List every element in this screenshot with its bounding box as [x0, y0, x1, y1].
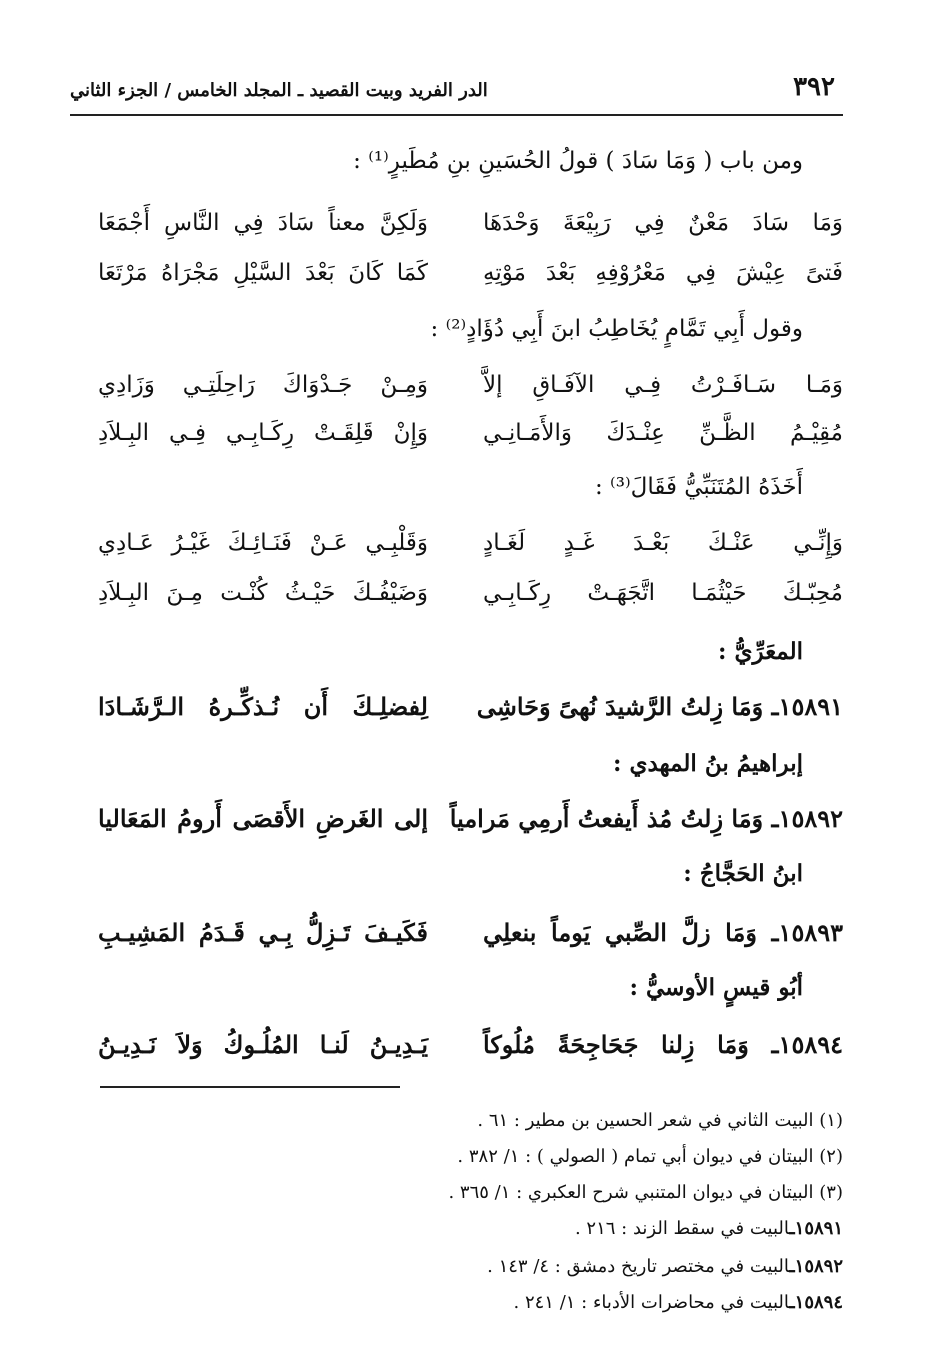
page-number: ٣٩٢: [793, 72, 835, 102]
verse-second-hemistich: وَضَيْفُـكَ حَيْـثُ كُنْـت مِـنَ البِـلاَدِ: [98, 580, 428, 606]
footnote-key: ١٥٨٩٤ـ: [789, 1292, 843, 1313]
verse-first-hemistich: مُقِيْـمُ الظَّـنِّ عِنْـدَكَ وَالأَمَـانِـي: [483, 420, 843, 446]
verse-first-hemistich: ١٥٨٩١ـ وَمَا زِلتُ الرَّشيدَ نُهىً وَحَاشِى: [476, 692, 843, 721]
footnote: (٣) البيتان في ديوان المتنبي شرح العكبري : ١/ ٣٦٥ .: [448, 1182, 843, 1203]
poet-name: أبُو قيسٍ الأوسيُّ :: [629, 974, 803, 1001]
numbered-verse: [98, 1030, 843, 1066]
footnote-key: ١٥٨٩٢ـ: [789, 1256, 843, 1277]
verse-second-hemistich: يَـدِيـنُ لَنـا المُلُـوكُ وَلاَ نَـدِيـنُ: [98, 1030, 428, 1059]
verse-second-hemistich: فَكَيـفَ تَـزِلُّ بِـي قَـدَمُ المَشِيـبِ: [98, 918, 428, 947]
verse-second-hemistich: وَإِنْ قَلِقَـتْ رِكَـابِـي فِـي البِـلاَدِ: [98, 420, 428, 446]
verse-first-hemistich: ١٥٨٩٣ـ وَمَا زلَّ الصِّبي يَوماً بنعلِي: [483, 918, 843, 947]
verse-line: [98, 372, 843, 408]
verse-line: [98, 580, 843, 616]
numbered-verse: [98, 692, 843, 728]
footnote: (١) البيت الثاني في شعر الحسين بن مطير : ٦١ .: [477, 1110, 843, 1131]
verse-second-hemistich: لِفضلِـكَ أَن نُـذكِّـرهُ الـرَّشَـادَا: [98, 692, 428, 721]
verse-number: ١٥٨٩٢ـ: [771, 804, 843, 833]
verse-line: [98, 210, 843, 246]
footnote-key: ١٥٨٩١ـ: [789, 1218, 843, 1239]
poet-name: إبراهيمُ بنُ المهدي :: [612, 750, 803, 777]
verse-first-hemistich: وَمَـا سَـافَـرْتُ فِـي الآفَـاقِ إلاَّ: [483, 372, 843, 398]
poet-name: المعَرِّيُّ :: [718, 638, 803, 665]
verse-first-hemistich: فَتىً عِيْشَ فِي مَعْرُوْفِهِ بَعْدَ مَوْتِهِ: [483, 260, 843, 286]
footnote: ١٥٨٩١ـالبيت في سقط الزند : ٢١٦ .: [574, 1218, 843, 1239]
intro-line: ومن باب ( وَمَا سَادَ ) قولُ الحُسَينِ بنِ مُطَيرٍ⁽¹⁾ :: [353, 148, 803, 174]
verse-number: ١٥٨٩٤ـ: [771, 1030, 843, 1059]
footnote-separator: [100, 1086, 400, 1088]
poet-name: ابنُ الحَجَّاجُ :: [683, 860, 803, 887]
verse-first-hemistich: وَإِنِّـي عَنْـكَ بَعْـدَ غَـدٍ لَغَـادٍ: [483, 530, 843, 556]
verse-second-hemistich: وَقَلْبِـي عَـنْ فَنَـائِـكَ غَيْـرُ عَـادِي: [98, 530, 428, 556]
verse-second-hemistich: وَلَكِنَّ معناً سَادَ فِي النَّاسِ أَجْمَعَا: [98, 210, 428, 236]
verse-number: ١٥٨٩١ـ: [771, 692, 843, 721]
verse-number: ١٥٨٩٣ـ: [771, 918, 843, 947]
verse-line: [98, 260, 843, 296]
footnote: ١٥٨٩٤ـالبيت في محاضرات الأدباء : ١/ ٢٤١ .: [513, 1292, 843, 1313]
verse-line: [98, 420, 843, 456]
verse-first-hemistich: ١٥٨٩٢ـ وَمَا زِلتُ مُذ أَيفعتُ أَرمِي مَرامياً: [449, 804, 843, 833]
numbered-verse: [98, 918, 843, 954]
footnote: ١٥٨٩٢ـالبيت في مختصر تاريخ دمشق : ٤/ ١٤٣ .: [487, 1256, 843, 1277]
page-header: [70, 68, 843, 116]
numbered-verse: [98, 804, 843, 840]
verse-first-hemistich: ١٥٨٩٤ـ وَمَا زِلنا جَحَاجِحَةً مُلُوكاً: [483, 1030, 843, 1059]
verse-first-hemistich: مُحِبّـكَ حَيْثُمَـا اتَّجَهَـتْ رِكَـابِـي: [483, 580, 843, 606]
footnote: (٢) البيتان في ديوان أبي تمام ( الصولي ) : ١/ ٣٨٢ .: [457, 1146, 843, 1167]
verse-line: [98, 530, 843, 566]
verse-first-hemistich: وَمَا سَادَ مَعْنٌ فِي رَبِيْعَةَ وَحْدَهَا: [483, 210, 843, 236]
verse-second-hemistich: كَمَا كَانَ بَعْدَ السَّيْلِ مَجْرَاهُ مَرْتَعَا: [98, 260, 428, 286]
running-title: الدر الفريد وبيت القصيد ـ المجلد الخامس / الجزء الثاني: [70, 80, 488, 101]
verse-second-hemistich: إلى الغَرضِ الأَقصَى أَرومُ المَعَاليا: [98, 804, 428, 833]
intro-line: أَخَذَهُ المُتَنَبِّيُّ فَقَالَ⁽³⁾ :: [595, 474, 803, 500]
intro-line: وقول أَبِي تَمَّامٍ يُخَاطِبُ ابنَ أَبِي دُؤَادٍ⁽²⁾ :: [430, 316, 803, 342]
verse-second-hemistich: وَمِـنْ جَـدْوَاكَ رَاحِلَتِـي وَزَادِي: [98, 372, 428, 398]
